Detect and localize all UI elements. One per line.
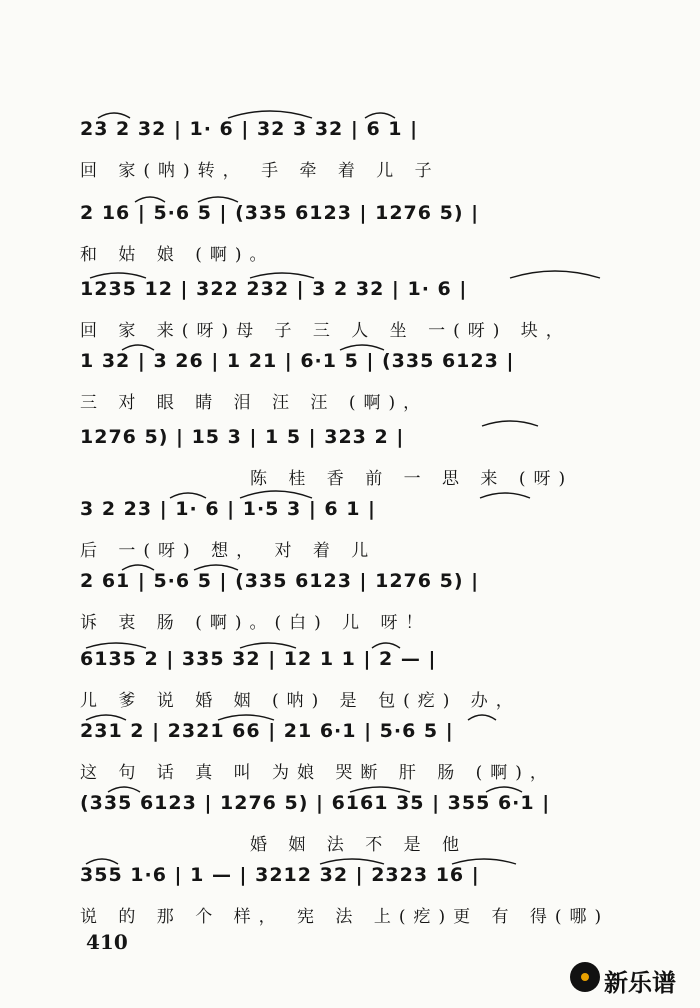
lyrics: 后 一(呀) 想， 对 着 儿 xyxy=(80,541,377,561)
lyrics: 这 句 话 真 叫 为娘 哭断 肝 肠 (啊)， xyxy=(80,763,555,783)
lyrics: 说 的 那 个 样， 宪 法 上(疙)更 有 得(哪) xyxy=(80,907,610,927)
lyrics: 和 姑 娘 (啊)。 xyxy=(80,245,275,265)
page-number: 410 xyxy=(86,930,128,954)
notation: 3 2 23 | 1· 6 | 1·5 3 | 6 1 | xyxy=(80,498,376,520)
notation: 2 61 | 5·6 5 | (335 6123 | 1276 5) | xyxy=(80,570,480,592)
notation: 355 1·6 | 1 — | 3212 32 | 2323 16 | xyxy=(80,864,480,886)
watermark-logo xyxy=(570,958,695,998)
lyrics: 回 家(呐)转， 手 牵 着 儿 子 xyxy=(80,161,440,181)
music-disc-icon xyxy=(570,962,600,992)
notation: 1276 5) | 15 3 | 1 5 | 323 2 | xyxy=(80,426,405,448)
score-line xyxy=(80,864,620,934)
watermark-text: 新乐谱 xyxy=(604,969,676,997)
score-line xyxy=(80,202,620,272)
lyrics: 三 对 眼 睛 泪 汪 汪 (啊)， xyxy=(80,393,429,413)
lyrics: 诉 衷 肠 (啊)。(白) 儿 呀！ xyxy=(80,613,431,633)
notation: 231 2 | 2321 66 | 21 6·1 | 5·6 5 | xyxy=(80,720,454,742)
notation: 23 2 32 | 1· 6 | 32 3 32 | 6 1 | xyxy=(80,118,419,140)
lyrics: 儿 爹 说 婚 姻 (呐) 是 包(疙) 办， xyxy=(80,691,521,711)
notation: 6135 2 | 335 32 | 12 1 1 | 2 — | xyxy=(80,648,437,670)
score-line xyxy=(80,350,620,420)
lyrics: 回 家 来(呀)母 子 三 人 坐 一(呀) 块， xyxy=(80,321,571,341)
notation: 2 16 | 5·6 5 | (335 6123 | 1276 5) | xyxy=(80,202,480,224)
score-line xyxy=(80,118,620,188)
score-line xyxy=(80,570,620,640)
lyrics: 陈 桂 香 前 一 思 来 (呀) xyxy=(250,469,574,489)
lyrics: 婚 姻 法 不 是 他 xyxy=(250,835,468,855)
notation: 1235 12 | 322 232 | 3 2 32 | 1· 6 | xyxy=(80,278,468,300)
notation: 1 32 | 3 26 | 1 21 | 6·1 5 | (335 6123 | xyxy=(80,350,515,372)
notation: (335 6123 | 1276 5) | 6161 35 | 355 6·1 | xyxy=(80,792,551,814)
